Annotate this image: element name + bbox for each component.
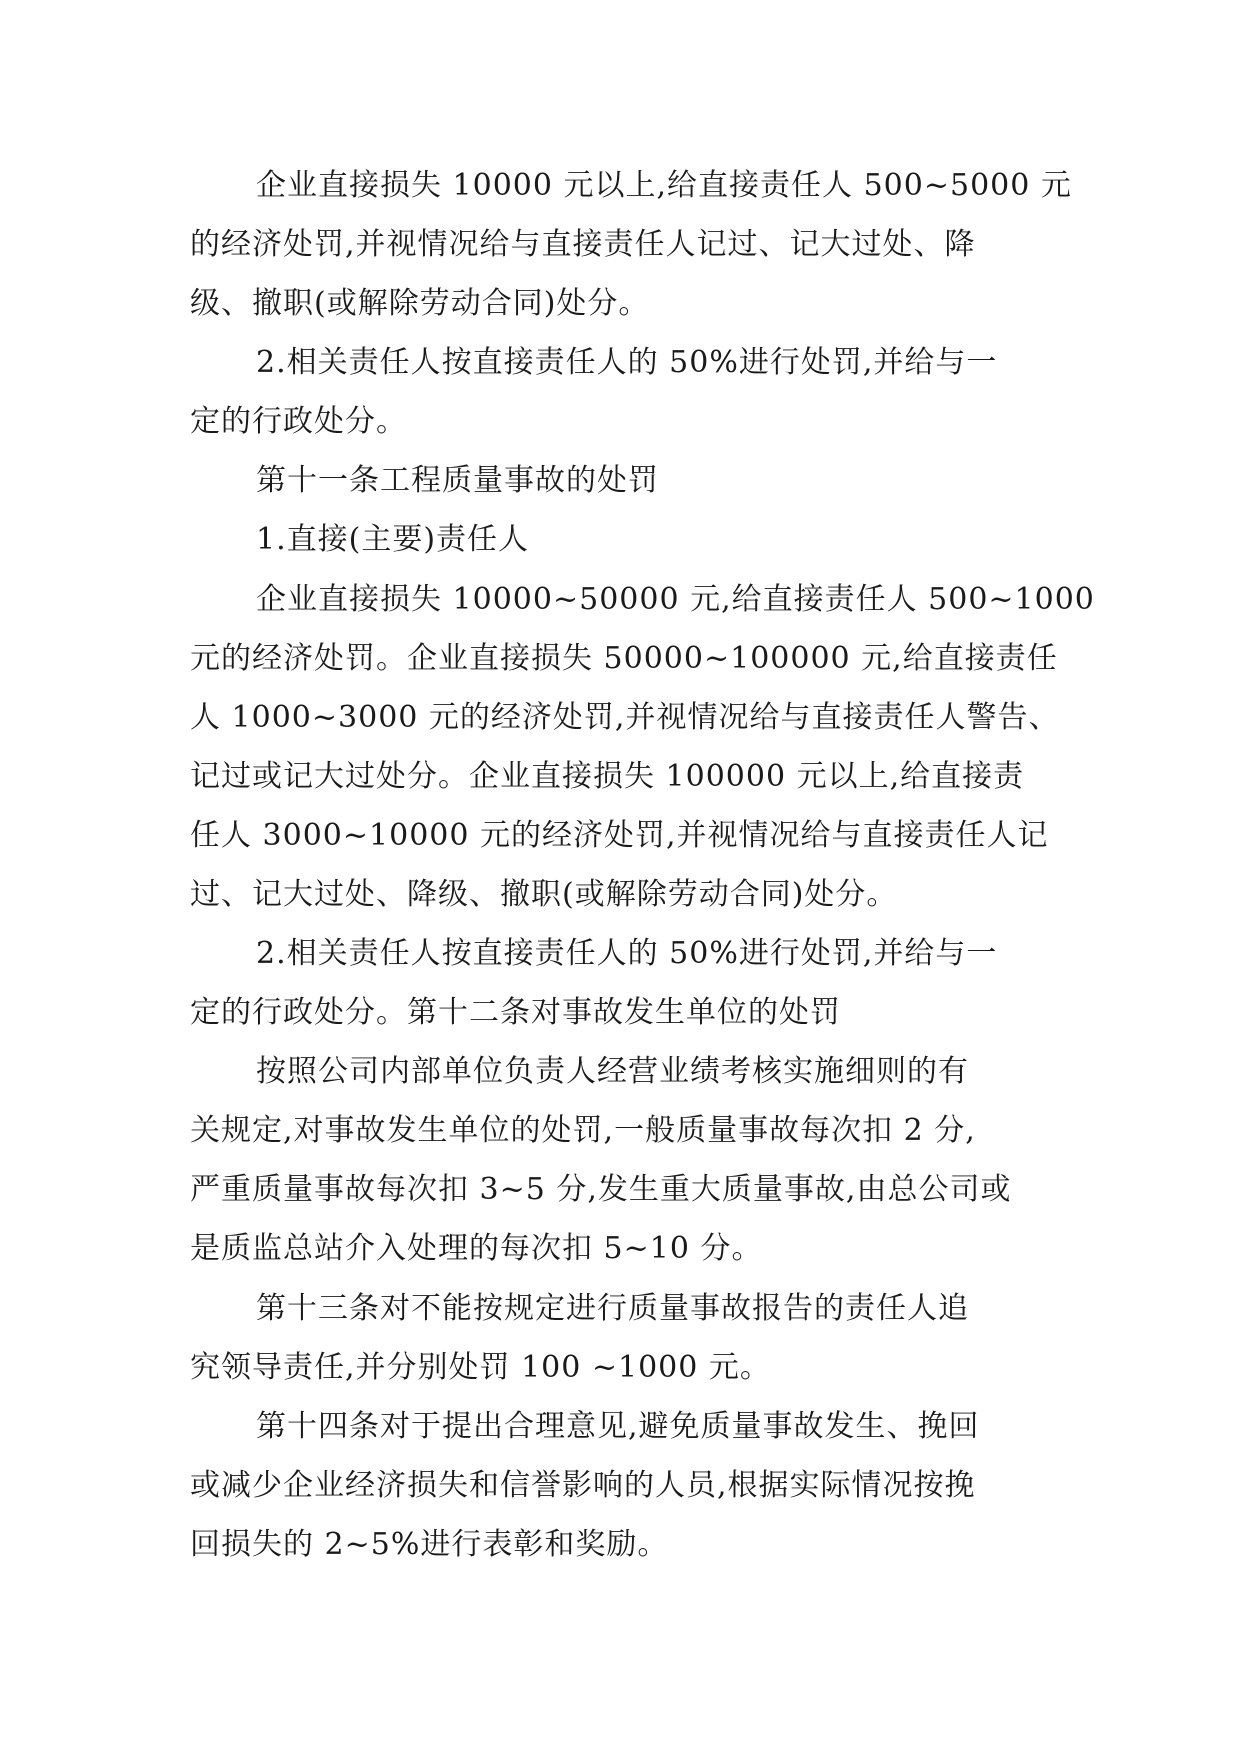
text-line: 人 1000~3000 元的经济处罚,并视情况给与直接责任人警告、 bbox=[190, 700, 1060, 735]
text-line: 定的行政处分。 bbox=[190, 404, 407, 439]
text-line: 第十三条对不能按规定进行质量事故报告的责任人追 bbox=[256, 1291, 969, 1326]
text-line: 企业直接损失 10000 元以上,给直接责任人 500~5000 元 bbox=[256, 168, 1072, 203]
text-line: 究领导责任,并分别处罚 100 ~1000 元。 bbox=[190, 1350, 771, 1385]
text-line: 按照公司内部单位负责人经营业绩考核实施细则的有 bbox=[256, 1054, 969, 1089]
text-line: 或减少企业经济损失和信誉影响的人员,根据实际情况按挽 bbox=[190, 1468, 976, 1503]
text-line: 第十四条对于提出合理意见,避免质量事故发生、挽回 bbox=[256, 1409, 980, 1444]
text-line: 2.相关责任人按直接责任人的 50%进行处罚,并给与一 bbox=[256, 345, 998, 380]
text-line: 过、记大过处、降级、撤职(或解除劳动合同)处分。 bbox=[190, 877, 898, 912]
text-line: 的经济处罚,并视情况给与直接责任人记过、记大过处、降 bbox=[190, 227, 976, 262]
text-line: 企业直接损失 10000~50000 元,给直接责任人 500~1000 bbox=[256, 582, 1095, 617]
text-line: 记过或记大过处分。企业直接损失 100000 元以上,给直接责 bbox=[190, 759, 1025, 794]
text-line: 回损失的 2~5%进行表彰和奖励。 bbox=[190, 1527, 669, 1562]
text-line: 定的行政处分。第十二条对事故发生单位的处罚 bbox=[190, 995, 841, 1030]
text-line: 关规定,对事故发生单位的处罚,一般质量事故每次扣 2 分, bbox=[190, 1113, 976, 1148]
text-line: 1.直接(主要)责任人 bbox=[256, 522, 530, 557]
text-line: 级、撤职(或解除劳动合同)处分。 bbox=[190, 286, 650, 321]
section-heading: 第十一条工程质量事故的处罚 bbox=[256, 463, 659, 498]
text-line: 元的经济处罚。企业直接损失 50000~100000 元,给直接责任 bbox=[190, 641, 1058, 676]
text-line: 是质监总站介入处理的每次扣 5~10 分。 bbox=[190, 1231, 763, 1266]
text-line: 严重质量事故每次扣 3~5 分,发生重大质量事故,由总公司或 bbox=[190, 1172, 1012, 1207]
text-line: 2.相关责任人按直接责任人的 50%进行处罚,并给与一 bbox=[256, 936, 998, 971]
text-line: 任人 3000~10000 元的经济处罚,并视情况给与直接责任人记 bbox=[190, 818, 1049, 853]
